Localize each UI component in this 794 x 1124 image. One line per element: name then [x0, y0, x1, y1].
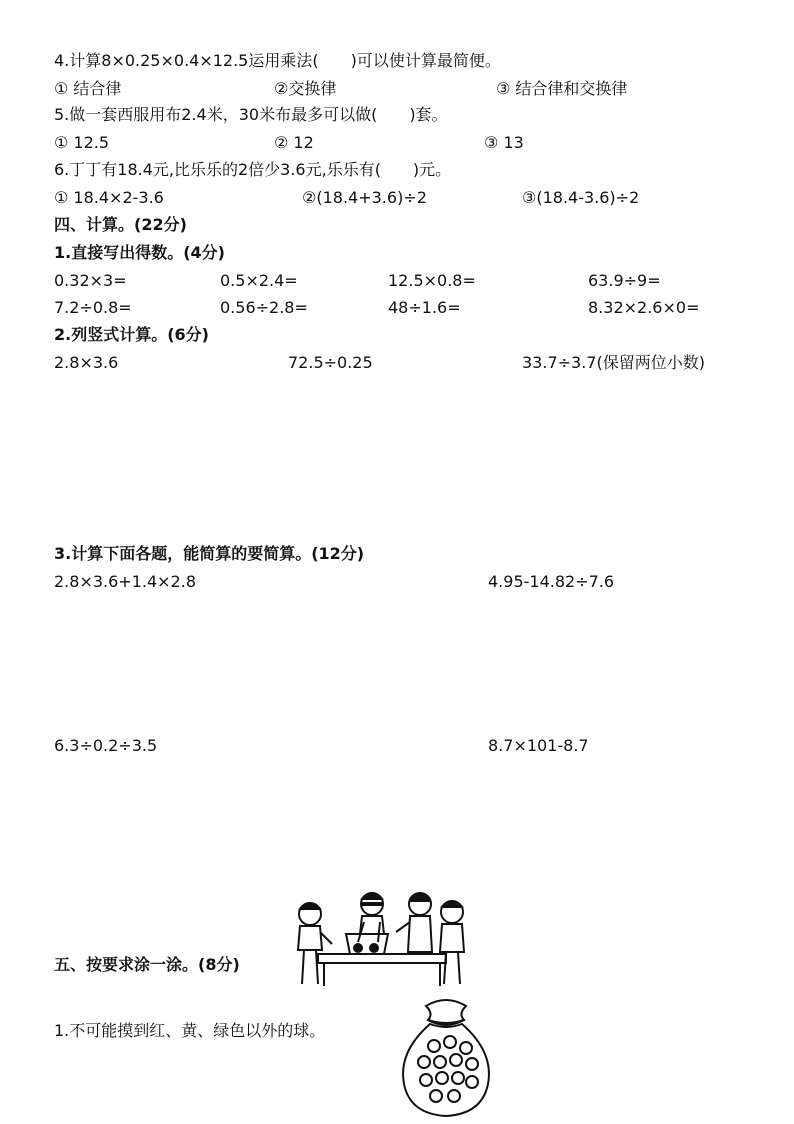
oral-calc-item: 48÷1.6= — [388, 298, 461, 317]
section-5-title: 五、按要求涂一涂。(8分) — [54, 955, 240, 974]
children-table-illustration — [288, 888, 478, 988]
part-2-title: 2.列竖式计算。(6分) — [54, 325, 209, 344]
q5-option-3: ③ 13 — [484, 133, 524, 152]
q6-option-2: ②(18.4+3.6)÷2 — [302, 188, 427, 207]
oral-calc-item: 7.2÷0.8= — [54, 298, 132, 317]
vertical-calc-item: 33.7÷3.7(保留两位小数) — [522, 353, 705, 372]
simplify-calc-item: 4.95-14.82÷7.6 — [488, 572, 615, 591]
vertical-calc-item: 72.5÷0.25 — [288, 353, 373, 372]
oral-calc-item: 63.9÷9= — [588, 271, 661, 290]
simplify-calc-item: 2.8×3.6+1.4×2.8 — [54, 572, 196, 591]
oral-calc-item: 0.5×2.4= — [220, 271, 298, 290]
oral-calc-item: 0.32×3= — [54, 271, 127, 290]
q4-option-2: ②交换律 — [274, 79, 337, 98]
section-4-title: 四、计算。(22分) — [54, 215, 187, 234]
q4-stem: 4.计算8×0.25×0.4×12.5运用乘法( )可以使计算最简便。 — [54, 51, 501, 70]
q5-stem: 5.做一套西服用布2.4米，30米布最多可以做( )套。 — [54, 105, 448, 124]
q6-stem: 6.丁丁有18.4元,比乐乐的2倍少3.6元,乐乐有( )元。 — [54, 160, 452, 179]
q5-option-1: ① 12.5 — [54, 133, 110, 152]
q4-option-3: ③ 结合律和交换律 — [496, 79, 628, 98]
oral-calc-item: 8.32×2.6×0= — [588, 298, 700, 317]
simplify-calc-item: 8.7×101-8.7 — [488, 736, 589, 755]
simplify-calc-item: 6.3÷0.2÷3.5 — [54, 736, 158, 755]
q5-option-2: ② 12 — [274, 133, 314, 152]
oral-calc-item: 12.5×0.8= — [388, 271, 476, 290]
part-1-title: 1.直接写出得数。(4分) — [54, 243, 225, 262]
sec5-question-1: 1.不可能摸到红、黄、绿色以外的球。 — [54, 1021, 326, 1040]
part-3-title: 3.计算下面各题，能简算的要简算。(12分) — [54, 544, 365, 563]
q6-option-3: ③(18.4-3.6)÷2 — [522, 188, 640, 207]
q4-option-1: ① 结合律 — [54, 79, 122, 98]
ball-bag-illustration — [396, 996, 496, 1120]
vertical-calc-item: 2.8×3.6 — [54, 353, 119, 372]
oral-calc-item: 0.56÷2.8= — [220, 298, 308, 317]
q6-option-1: ① 18.4×2-3.6 — [54, 188, 164, 207]
